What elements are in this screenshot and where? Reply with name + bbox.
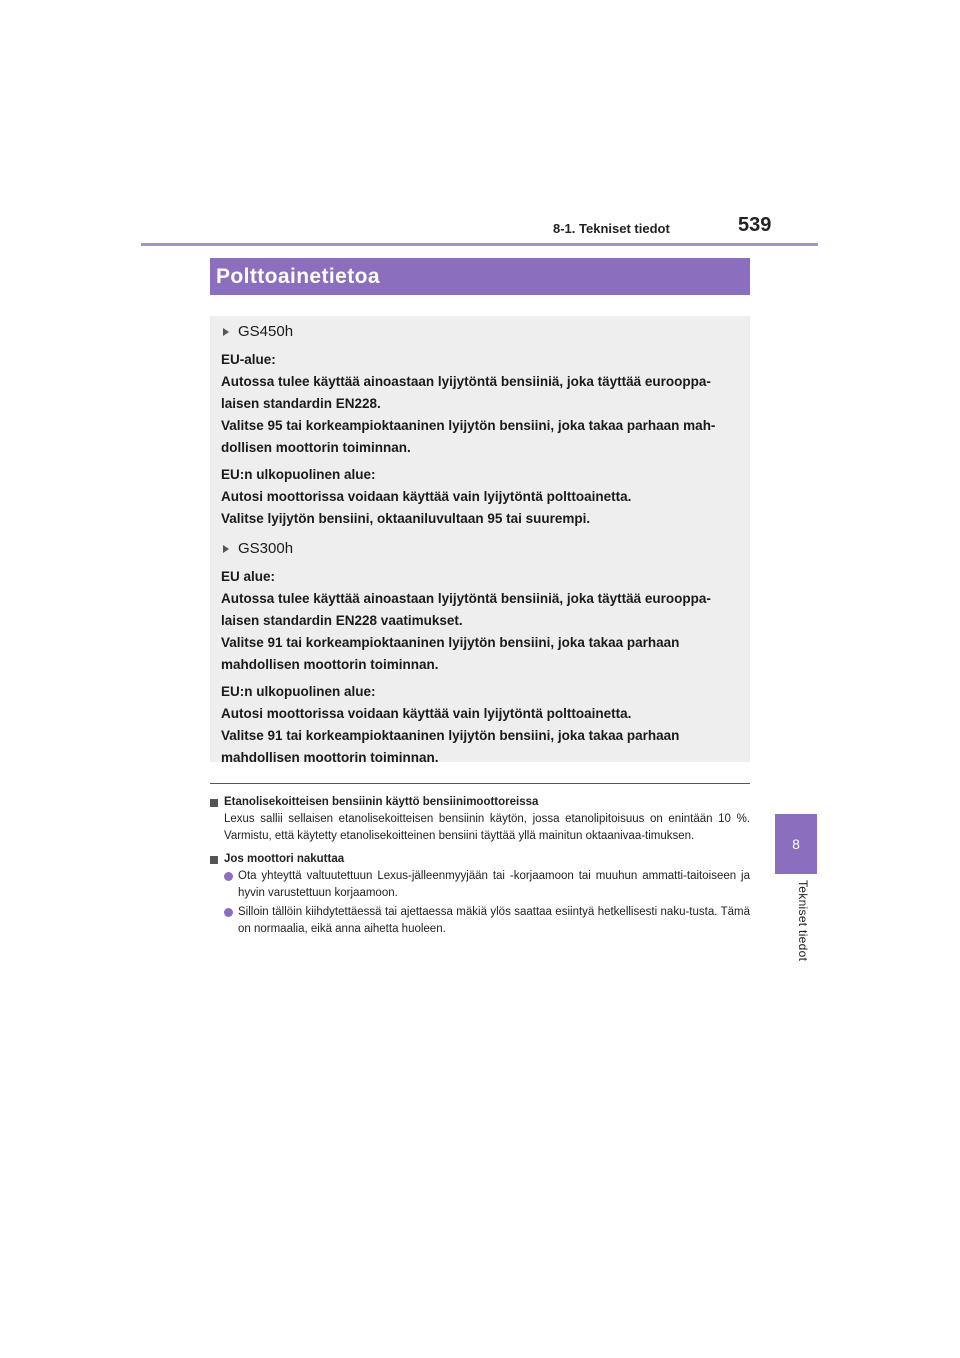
square-bullet-icon [210,856,218,864]
model-heading [221,537,739,561]
square-bullet-icon [210,799,218,807]
note-heading [210,794,750,811]
notes-divider [210,783,750,784]
spec-line: Valitse 91 tai korkeampioktaaninen lyijytön bensiini, joka takaa parhaan [221,635,680,650]
spec-line: Autossa tulee käyttää ainoastaan lyijytöntä bensiiniä, joka täyttää eurooppa- [221,374,711,389]
chapter-tab [775,814,817,874]
page-number: 539 [738,214,772,236]
spec-line: Valitse 91 tai korkeampioktaaninen lyijytön bensiini, joka takaa parhaan [221,728,680,743]
region-label: EU:n ulkopuolinen alue: [221,684,376,699]
triangle-bullet-icon [223,545,229,553]
region-label: EU-alue: [221,352,276,367]
note-body: Lexus sallii sellaisen etanolisekoitteisen bensiinin käytön, jossa etanolipitoisuus on enintään 10 %. Varmistu, että käytetty etanolisekoitteinen bensiini täyttää yllä mainitun oktaanivaa-timuksen. [224,813,750,842]
spec-line: Autosi moottorissa voidaan käyttää vain lyijytöntä polttoainetta. [221,489,632,504]
spec-line: Autosi moottorissa voidaan käyttää vain lyijytöntä polttoainetta. [221,706,632,721]
note-block [210,851,750,938]
notes-section [210,794,750,944]
region-label: EU:n ulkopuolinen alue: [221,467,376,482]
note-heading-text: Etanolisekoitteisen bensiinin käyttö bensiinimoottoreissa [224,796,539,808]
header-section-title: 8-1. Tekniset tiedot [553,221,670,236]
bullet-text: Silloin tällöin kiihdytettäessä tai ajettaessa mäkiä ylös saattaa esiintyä hetkellisesti naku-tusta. Tämä on normaalia, eikä anna aihetta huoleen. [238,906,750,935]
model-name: GS450h [238,323,294,340]
note-heading-text: Jos moottori nakuttaa [224,853,345,865]
model-name: GS300h [238,540,294,557]
triangle-bullet-icon [223,328,229,336]
spec-line: laisen standardin EN228 vaatimukset. [221,613,463,628]
region-label: EU alue: [221,569,276,584]
header-rule [141,243,818,246]
spec-line: mahdollisen moottorin toiminnan. [221,750,439,765]
bullet-item [210,904,750,938]
spec-line: dollisen moottorin toiminnan. [221,440,411,455]
bullet-text: Ota yhteyttä valtuutettuun Lexus-jälleenmyyjään tai -korjaamoon tai muuhun ammatti-taitoiseen ja hyvin varustettuun korjaamoon. [238,870,750,899]
spec-line: Autossa tulee käyttää ainoastaan lyijytöntä bensiiniä, joka täyttää eurooppa- [221,591,711,606]
note-block [210,794,750,845]
chapter-side-label: Tekniset tiedot [796,880,810,962]
circle-bullet-icon [224,872,233,881]
note-heading [210,851,750,868]
section-title: Polttoainetietoa [210,258,750,295]
chapter-number: 8 [792,836,800,852]
circle-bullet-icon [224,908,233,917]
spec-line: mahdollisen moottorin toiminnan. [221,657,439,672]
spec-line: laisen standardin EN228. [221,396,381,411]
spec-line: Valitse lyijytön bensiini, oktaaniluvultaan 95 tai suurempi. [221,511,591,526]
bullet-item [210,868,750,902]
model-heading [221,320,739,344]
spec-box [210,316,750,765]
spec-line: Valitse 95 tai korkeampioktaaninen lyijytön bensiini, joka takaa parhaan mah- [221,418,716,433]
